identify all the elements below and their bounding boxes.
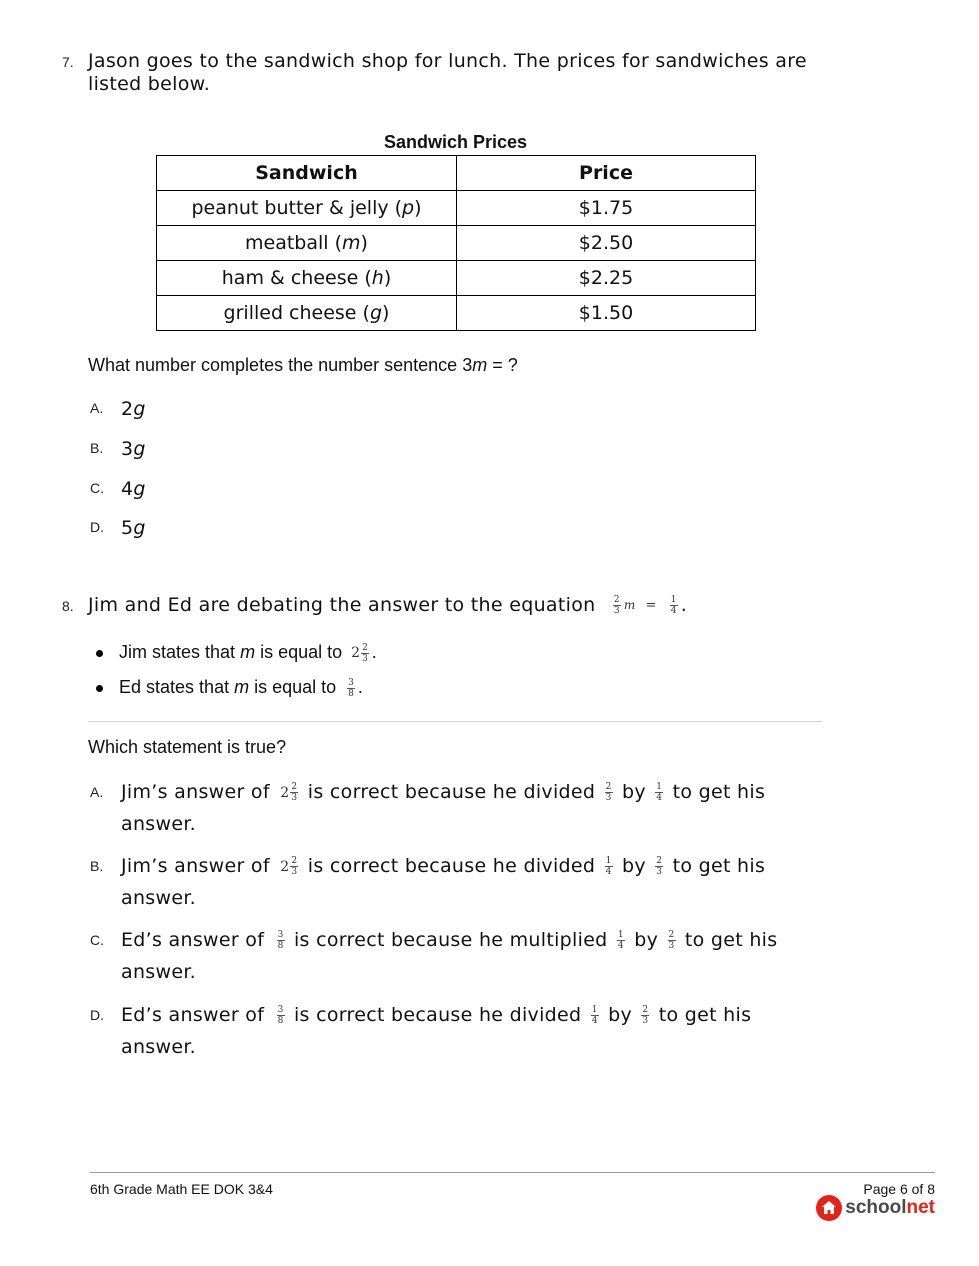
page-number: Page 6 of 8 xyxy=(863,1181,935,1197)
divider xyxy=(88,721,822,722)
choice-letter: D. xyxy=(90,1007,104,1023)
sandwich-cell: grilled cheese (g) xyxy=(157,296,457,331)
sandwich-prices-table xyxy=(156,155,756,331)
sandwich-cell: ham & cheese (h) xyxy=(157,261,457,296)
choice-letter: B. xyxy=(90,858,104,874)
question-8-prompt: Which statement is true? xyxy=(88,737,287,757)
question-8-number: 8. xyxy=(62,598,74,614)
house-icon xyxy=(816,1195,842,1221)
choice-letter: A. xyxy=(90,784,104,800)
answer-choice-d[interactable]: Ed’s answer of $\frac{3}{8}$ is correct because he divided $\frac{1}{4}$ by $\frac{2}{3}$ to get his answer. xyxy=(121,1004,752,1058)
question-7-prompt: What number completes the number sentence 3m = ? xyxy=(88,355,518,375)
answer-choice-a[interactable]: Jim’s answer of 2 $\frac{2}{3}$ is correct because he divided $\frac{2}{3}$ by $\frac{1}{4}$ to get his answer. xyxy=(121,781,766,835)
answer-choice-a[interactable]: 2g xyxy=(121,398,146,420)
column-header-sandwich: Sandwich xyxy=(157,156,457,191)
question-7-number: 7. xyxy=(62,54,74,70)
footer-title: 6th Grade Math EE DOK 3&4 xyxy=(90,1181,273,1197)
price-cell: $1.50 xyxy=(457,296,756,331)
question-7-stem: Jason goes to the sandwich shop for lunch. The prices for sandwiches are listed below. xyxy=(88,50,807,95)
choice-letter: B. xyxy=(90,440,104,456)
answer-choice-c[interactable]: Ed’s answer of $\frac{3}{8}$ is correct because he multiplied $\frac{1}{4}$ by $\frac{2}{3}$ to get his answer. xyxy=(121,929,778,983)
schoolnet-logo: schoolnet xyxy=(816,1195,935,1221)
choice-letter: D. xyxy=(90,519,104,535)
answer-choice-b[interactable]: 3g xyxy=(121,438,146,460)
bullet-icon xyxy=(96,650,103,657)
column-header-price: Price xyxy=(457,156,756,191)
price-cell: $2.50 xyxy=(457,226,756,261)
table-row xyxy=(157,226,756,261)
bullet-icon xyxy=(96,685,103,692)
table-row xyxy=(157,261,756,296)
table-title: Sandwich Prices xyxy=(383,132,528,152)
choice-letter: A. xyxy=(90,400,104,416)
answer-choice-d[interactable]: 5g xyxy=(121,517,146,539)
bullet-ed: Ed states that m is equal to $\frac{3}{8}$ . xyxy=(96,677,363,699)
sandwich-cell: meatball (m) xyxy=(157,226,457,261)
table-row xyxy=(157,191,756,226)
equation: $\frac{2}{3}$ m = $\frac{1}{4}$ . xyxy=(613,594,688,616)
question-8-stem: Jim and Ed are debating the answer to the equation $\frac{2}{3}$ m = $\frac{1}{4}$ . xyxy=(88,594,688,616)
table-row xyxy=(157,296,756,331)
price-cell: $1.75 xyxy=(457,191,756,226)
choice-letter: C. xyxy=(90,932,104,948)
answer-choice-c[interactable]: 4g xyxy=(121,478,146,500)
table-header-row xyxy=(157,156,756,191)
sandwich-cell: peanut butter & jelly (p) xyxy=(157,191,457,226)
price-cell: $2.25 xyxy=(457,261,756,296)
choice-letter: C. xyxy=(90,480,104,496)
answer-choice-b[interactable]: Jim’s answer of 2 $\frac{2}{3}$ is correct because he divided $\frac{1}{4}$ by $\frac{2}{3}$ to get his answer. xyxy=(121,855,766,909)
bullet-jim: Jim states that m is equal to 2 $\frac{2}{3}$ . xyxy=(96,642,377,664)
footer-divider xyxy=(90,1172,935,1173)
